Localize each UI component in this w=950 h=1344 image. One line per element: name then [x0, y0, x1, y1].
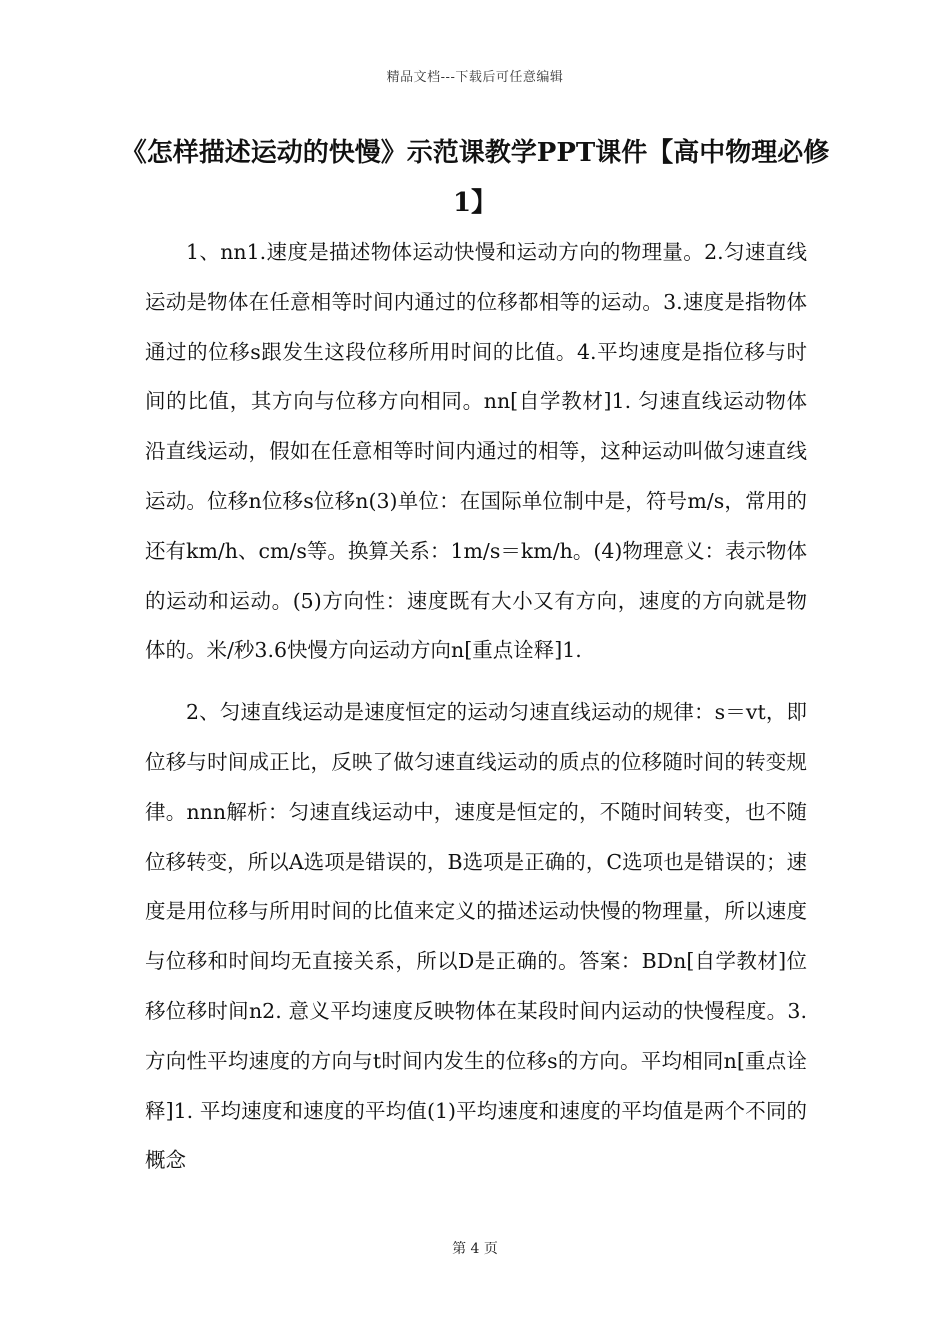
document-title: 《怎样描述运动的快慢》示范课教学PPT课件【高中物理必修1】	[120, 138, 830, 218]
paragraph-2: 2、匀速直线运动是速度恒定的运动匀速直线运动的规律：s＝vt，即位移与时间成正比，反映了做匀速直线运动的质点的位移随时间的转变规律。nnn解析：匀速直线运动中，速度是恒定的，不随时间转变，也不随位移转变，所以A选项是错误的，B选项是正确的，C选项也是错误的；速度是用位移与所用时间的比值来定义的描述运动快慢的物理量，所以速度与位移和时间均无直接关系，所以D是正确的。答案：BDn[自学教材]位移位移时间n2. 意义平均速度反映物体在某段时间内运动的快慢程度。3. 方向性平均速度的方向与t时间内发生的位移s的方向。平均相同n[重点诠释]1. 平均速度和速度的平均值(1)平均速度和速度的平均值是两个不同的概念	[145, 700, 807, 1173]
paragraph-1: 1、nn1.速度是描述物体运动快慢和运动方向的物理量。2.匀速直线运动是物体在任意相等时间内通过的位移都相等的运动。3.速度是指物体通过的位移s跟发生这段位移所用时间的比值。4.平均速度是指位移与时间的比值，其方向与位移方向相同。nn[自学教材]1. 匀速直线运动物体沿直线运动，假如在任意相等时间内通过的相等，这种运动叫做匀速直线运动。位移n位移s位移n(3)单位：在国际单位制中是，符号m/s，常用的还有km/h、cm/s等。换算关系：1m/s＝km/h。(4)物理意义：表示物体的运动和运动。(5)方向性：速度既有大小又有方向，速度的方向就是物体的。米/秒3.6快慢方向运动方向n[重点诠释]1.	[145, 240, 807, 663]
page-header: 精品文档---下载后可任意编辑	[386, 70, 564, 85]
page-number: 第 4 页	[452, 1241, 498, 1257]
document-body	[145, 228, 807, 1198]
